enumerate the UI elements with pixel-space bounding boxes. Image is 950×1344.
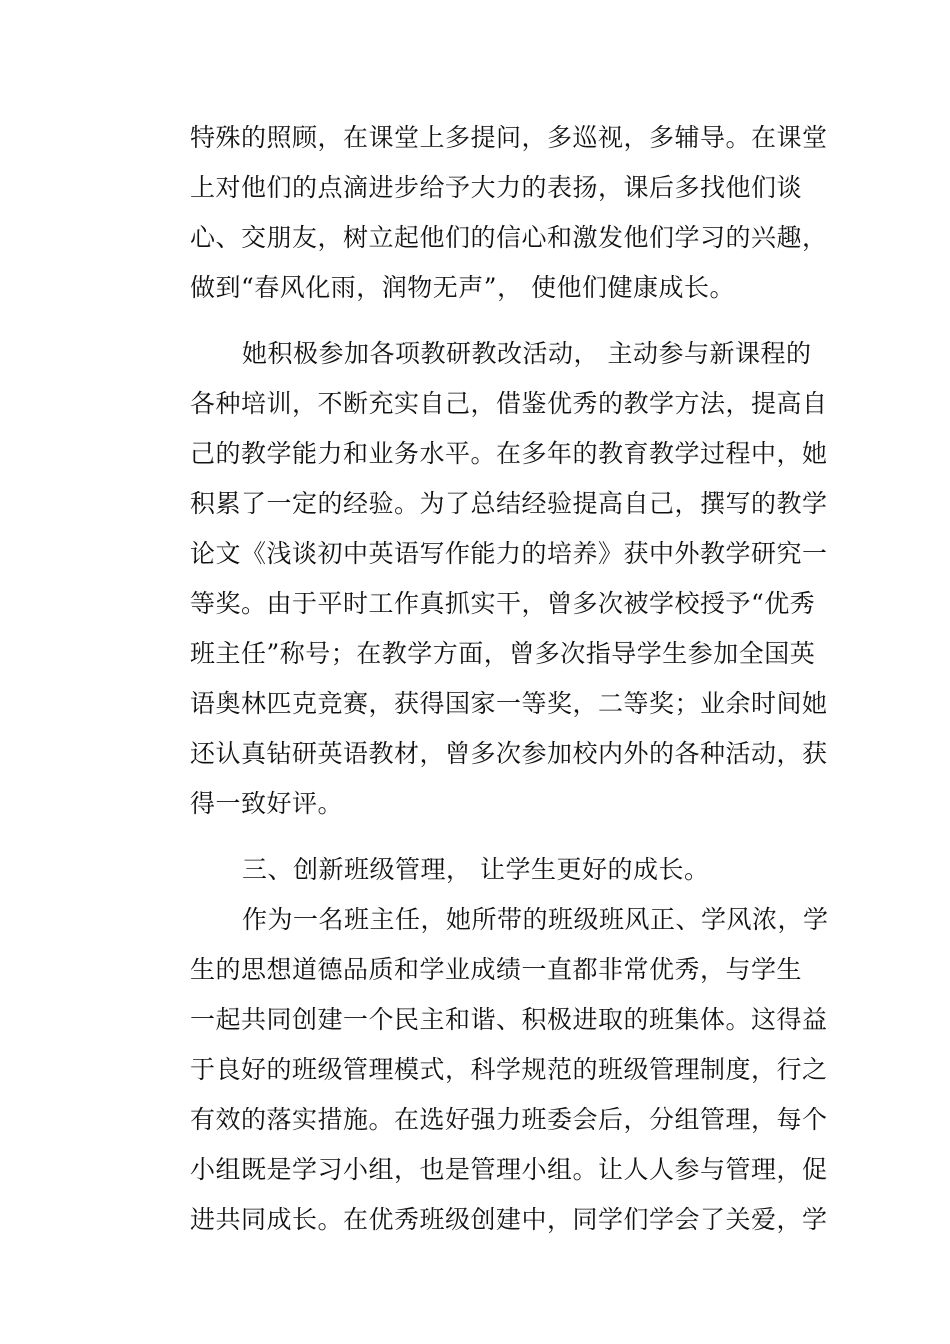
text-line: 做到“春风化雨，润物无声”， 使他们健康成长。 [190, 273, 736, 302]
text-line: 有效的落实措施。在选好强力班委会后，分组管理，每个 [190, 1105, 828, 1134]
text-line: 于良好的班级管理模式，科学规范的班级管理制度，行之 [190, 1055, 828, 1084]
text-line: 小组既是学习小组，也是管理小组。让人人参与管理，促 [190, 1155, 828, 1184]
paragraph [190, 329, 828, 829]
text-line: 等奖。由于平时工作真抓实干，曾多次被学校授予“优秀 [190, 589, 816, 618]
text-line: 还认真钻研英语教材，曾多次参加校内外的各种活动，获 [190, 739, 828, 768]
paragraph-spacer [190, 313, 810, 329]
text-line: 她积极参加各项教研教改活动， 主动参与新课程的 [242, 339, 812, 368]
text-line: 一起共同创建一个民主和谐、积极进取的班集体。这得益 [190, 1005, 828, 1034]
text-line: 上对他们的点滴进步给予大力的表扬，课后多找他们谈 [190, 173, 803, 202]
text-line: 特殊的照顾，在课堂上多提问，多巡视，多辅导。在课堂 [190, 123, 828, 152]
text-line: 积累了一定的经验。为了总结经验提高自己，撰写的教学 [190, 489, 828, 518]
text-line: 生的思想道德品质和学业成绩一直都非常优秀，与学生 [190, 955, 803, 984]
paragraph-spacer [190, 829, 810, 845]
text-line: 进共同成长。在优秀班级创建中，同学们学会了关爱，学 [190, 1205, 828, 1234]
paragraph [190, 113, 828, 313]
body-text [190, 113, 829, 1245]
text-line: 论文《浅谈初中英语写作能力的培养》获中外教学研究一 [190, 539, 828, 568]
text-line: 班主任”称号；在教学方面，曾多次指导学生参加全国英 [190, 639, 816, 668]
paragraph [190, 895, 829, 1245]
text-line: 各种培训，不断充实自己，借鉴优秀的教学方法，提高自 [190, 389, 828, 418]
text-line: 得一致好评。 [190, 789, 344, 818]
text-line: 语奥林匹克竞赛，获得国家一等奖，二等奖；业余时间她 [190, 689, 828, 718]
text-line: 作为一名班主任，她所带的班级班风正、学风浓，学 [242, 905, 829, 934]
text-line: 己的教学能力和业务水平。在多年的教育教学过程中，她 [190, 439, 828, 468]
text-line: 三、创新班级管理， 让学生更好的成长。 [242, 855, 710, 884]
section-heading [190, 845, 810, 895]
text-line: 心、交朋友，树立起他们的信心和激发他们学习的兴趣， [190, 223, 828, 252]
